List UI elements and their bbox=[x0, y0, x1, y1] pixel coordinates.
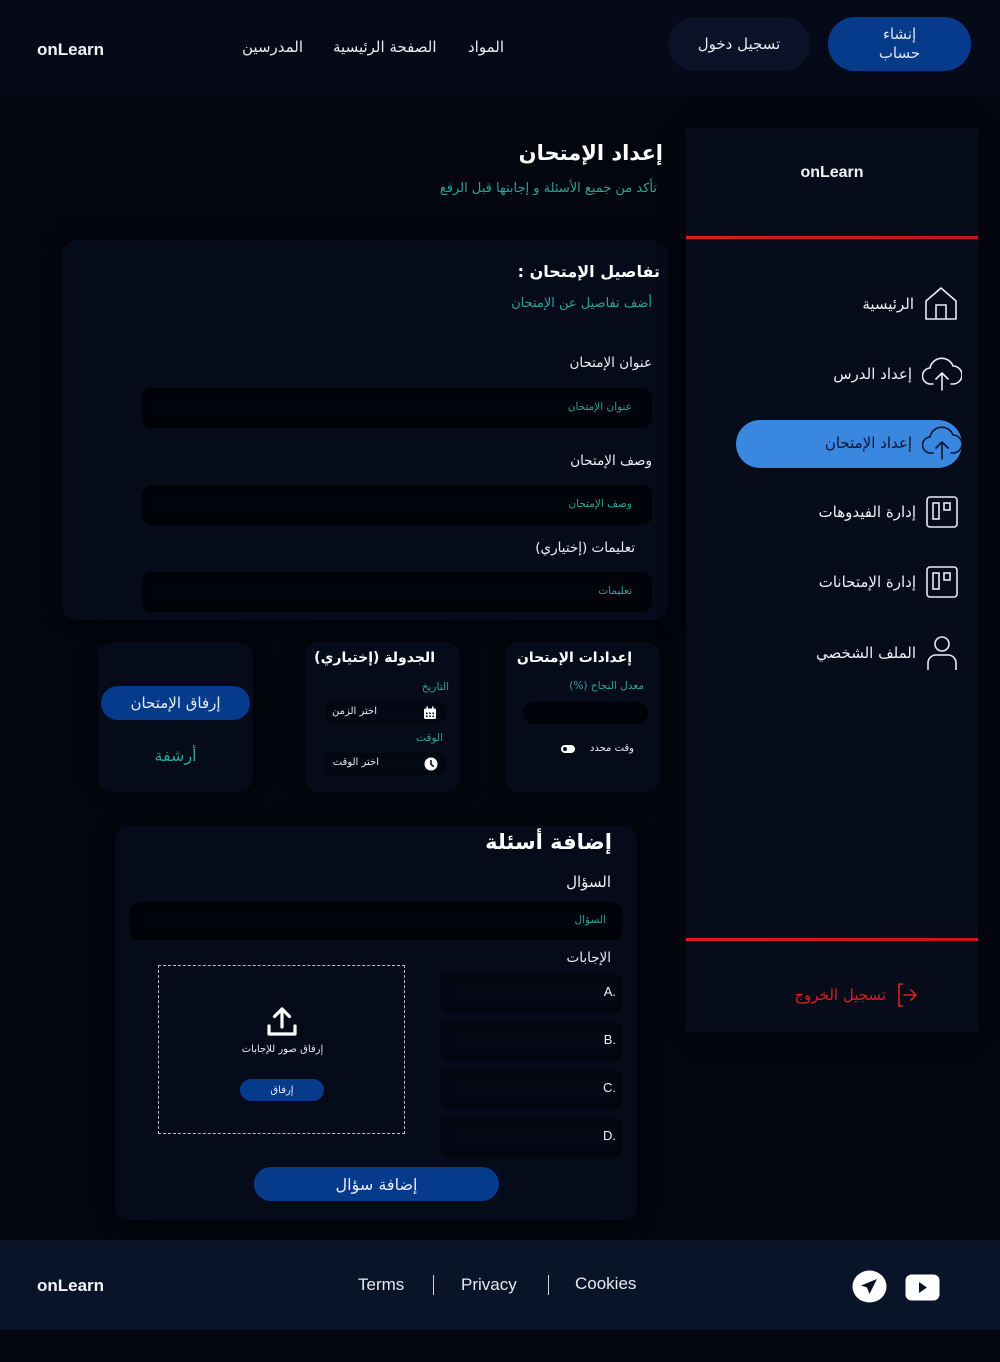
calendar-icon bbox=[423, 706, 437, 720]
answer-d-input[interactable] bbox=[440, 1117, 622, 1157]
details-subtitle: أضف تفاصيل عن الإمتحان bbox=[511, 296, 652, 311]
answer-a-label: A. bbox=[603, 984, 616, 999]
pass-rate-label: معدل النجاح (%) bbox=[569, 680, 644, 692]
clock-icon bbox=[424, 757, 438, 771]
timed-label: وقت محدد bbox=[589, 743, 634, 754]
sidebar-brand: onLearn bbox=[800, 164, 864, 181]
cloud-upload-icon bbox=[922, 425, 962, 461]
page-title: إعداد الإمتحان bbox=[518, 141, 663, 165]
instructions-input[interactable] bbox=[142, 572, 652, 612]
answer-c-input[interactable] bbox=[440, 1069, 622, 1109]
brand-logo[interactable]: onLearn bbox=[37, 40, 105, 59]
attach-images-button[interactable]: إرفاق bbox=[240, 1079, 324, 1101]
sidebar-item-label: الرئيسية bbox=[862, 295, 914, 313]
exam-description-label: وصف الإمتحان bbox=[570, 453, 652, 469]
exam-title-placeholder: عنوان الإمتحان bbox=[567, 401, 632, 413]
exam-title-input[interactable] bbox=[142, 388, 652, 428]
answer-images-dropzone[interactable] bbox=[158, 965, 405, 1134]
archive-button[interactable]: أرشفة bbox=[154, 746, 197, 765]
upload-icon bbox=[266, 1006, 298, 1038]
footer-link-privacy[interactable]: Privacy bbox=[461, 1275, 517, 1294]
cloud-upload-icon bbox=[922, 356, 962, 392]
sidebar-bottom-divider bbox=[686, 938, 978, 941]
sidebar-item-videos-management[interactable] bbox=[819, 496, 958, 528]
time-picker[interactable] bbox=[325, 753, 445, 775]
signup-button[interactable] bbox=[828, 17, 971, 71]
time-label: الوقت bbox=[416, 732, 443, 744]
question-input[interactable] bbox=[130, 902, 622, 940]
nav-link-home[interactable]: الصفحة الرئيسية bbox=[333, 38, 437, 56]
page-subtitle: تأكد من جميع الأسئلة و إجابتها قبل الرفع bbox=[439, 181, 657, 196]
board-icon bbox=[926, 496, 958, 528]
answer-a-input[interactable] bbox=[440, 973, 622, 1013]
signup-label-line2: حساب bbox=[878, 44, 921, 62]
exam-description-placeholder: وصف الإمتحان bbox=[568, 498, 632, 510]
answer-c-label: C. bbox=[603, 1080, 616, 1095]
time-placeholder: اختر الوقت bbox=[332, 757, 379, 768]
logout-label: تسجيل الخروج bbox=[794, 986, 886, 1004]
instructions-label: تعليمات (إختياري) bbox=[535, 540, 635, 556]
answer-d-label: D. bbox=[603, 1128, 616, 1143]
footer-separator bbox=[548, 1275, 549, 1295]
footer-link-cookies[interactable]: Cookies bbox=[575, 1274, 637, 1293]
question-placeholder: السؤال bbox=[574, 914, 606, 926]
sidebar-item-label: إدارة الفيدوهات bbox=[818, 503, 916, 521]
pass-rate-input[interactable] bbox=[523, 702, 648, 724]
sidebar-item-label: الملف الشخصي bbox=[816, 644, 916, 662]
exam-description-input[interactable] bbox=[142, 485, 652, 525]
schedule-title: الجدولة (إختياري) bbox=[314, 650, 435, 666]
sidebar-item-profile[interactable] bbox=[816, 635, 958, 671]
sidebar-item-home[interactable] bbox=[862, 286, 958, 322]
answers-label: الإجابات bbox=[566, 950, 611, 966]
instructions-placeholder: تعليمات bbox=[598, 585, 632, 597]
sidebar-item-exam-setup-content bbox=[825, 425, 962, 461]
add-question-button[interactable]: إضافة سؤال bbox=[254, 1167, 499, 1201]
sidebar-item-label: إدارة الإمتحانات bbox=[818, 573, 916, 591]
date-picker[interactable] bbox=[325, 702, 445, 724]
board-icon bbox=[926, 566, 958, 598]
date-label: التاريخ bbox=[421, 681, 449, 693]
timed-toggle[interactable] bbox=[561, 745, 575, 753]
sidebar-item-label: إعداد الدرس bbox=[833, 365, 912, 383]
sidebar-item-exams-management[interactable] bbox=[819, 566, 958, 598]
youtube-icon[interactable] bbox=[905, 1274, 940, 1301]
login-button[interactable]: تسجيل دخول bbox=[668, 17, 810, 71]
sidebar-item-label: إعداد الإمتحان bbox=[824, 434, 912, 452]
sidebar-top-divider bbox=[686, 236, 978, 239]
signup-label-line1: إنشاء bbox=[882, 25, 917, 43]
footer-brand[interactable]: onLearn bbox=[37, 1276, 105, 1295]
questions-title: إضافة أسئلة bbox=[485, 830, 612, 854]
telegram-icon[interactable] bbox=[852, 1270, 887, 1303]
upload-text: إرفاق صور للإجابات bbox=[241, 1044, 324, 1055]
settings-title: إعدادات الإمتحان bbox=[516, 650, 632, 666]
footer-separator bbox=[433, 1275, 434, 1295]
nav-link-materials[interactable]: المواد bbox=[468, 38, 505, 56]
nav-link-teachers[interactable]: المدرسين bbox=[242, 38, 304, 56]
home-icon bbox=[924, 286, 958, 322]
sidebar-item-lesson-setup[interactable] bbox=[833, 356, 962, 392]
question-label: السؤال bbox=[566, 873, 611, 891]
answer-b-input[interactable] bbox=[440, 1021, 622, 1061]
exam-title-label: عنوان الإمتحان bbox=[569, 355, 652, 371]
date-placeholder: اختر الزمن bbox=[332, 706, 377, 717]
logout-icon bbox=[896, 982, 918, 1008]
footer-link-terms[interactable]: Terms bbox=[358, 1275, 405, 1294]
attach-exam-button[interactable]: إرفاق الإمتحان bbox=[101, 686, 250, 720]
answer-b-label: B. bbox=[603, 1032, 616, 1047]
logout-button[interactable] bbox=[794, 982, 918, 1008]
details-title: تفاصيل الإمتحان : bbox=[517, 262, 660, 281]
user-icon bbox=[926, 635, 958, 671]
